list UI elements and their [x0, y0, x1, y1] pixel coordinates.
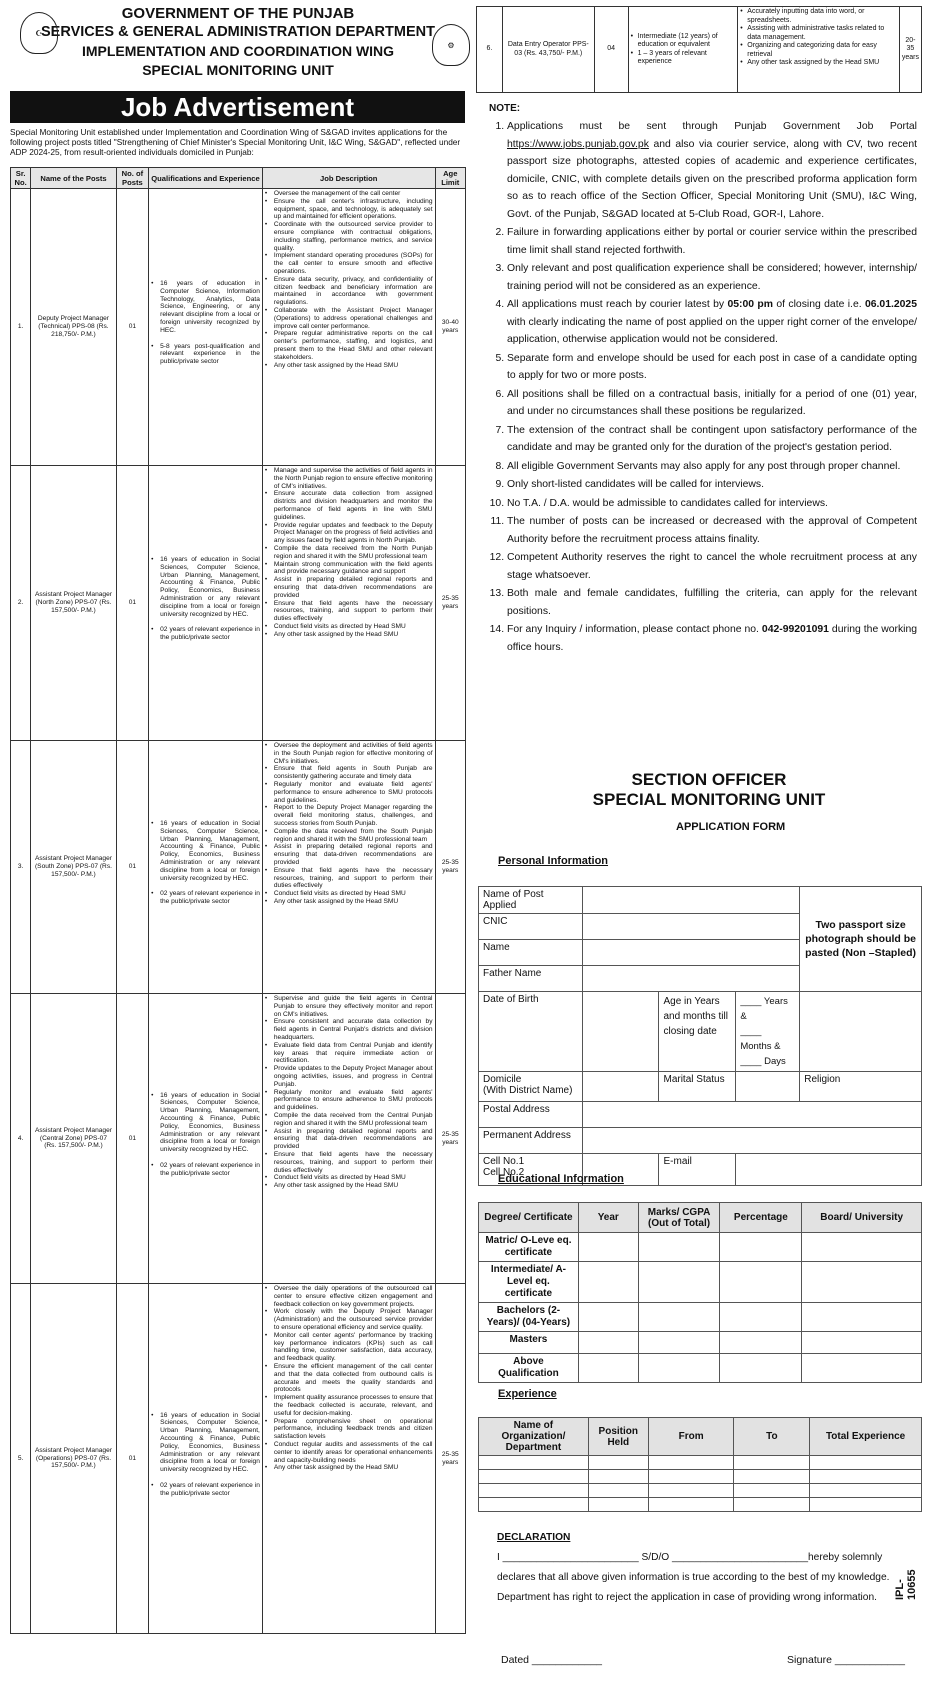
list-item: • Implement standard operating procedures (SOPs) for the call center to ensure smooth and effective operations. [272, 252, 433, 275]
edu-cell[interactable] [802, 1303, 922, 1332]
table-row [11, 189, 466, 466]
postal-address-field[interactable] [582, 1102, 921, 1128]
list-item: • 16 years of education in Social Sciences, Computer Science, Urban Planning, Management, Accounting & Finance, Public Policy, Economics, Business Administration or any relevant discipline from a local or foreign university recognized by HEC. [158, 1092, 260, 1154]
note-item: 13. Both male and female candidates, fulfilling the criteria, can apply for the relevant positions. [507, 585, 917, 620]
exp-header-organization: Name of Organization/ Department [479, 1418, 589, 1456]
photo-box: Two passport size photograph should be pasted (Non –Stapled) [800, 887, 922, 992]
list-item: • 02 years of relevant experience in the public/private sector [158, 1482, 260, 1498]
table-row [479, 1456, 922, 1470]
list-item: • Report to the Deputy Project Manager regarding the overall field monitoring status, challenges, and success stories from South Punjab. [272, 804, 433, 827]
label-age: Age in Years and months till closing date [659, 992, 736, 1072]
post-count: 01 [116, 741, 149, 994]
note-item: 6. All positions shall be filled on a contractual basis, initially for a period of one (01) year, and under no circumstances shall these positions be regularized. [507, 386, 917, 421]
list-item: • Ensure that field agents have the necessary resources, training, and support to perform their duties effectively [272, 867, 433, 890]
header-num-posts: No. of Posts [116, 168, 149, 189]
post-name: Deputy Project Manager (Technical) PPS-08 (Rs. 218,750/- P.M.) [31, 189, 116, 466]
label-marital-status: Marital Status [659, 1072, 736, 1102]
edu-degree-label: Masters [479, 1332, 579, 1354]
exp-cell[interactable] [479, 1456, 589, 1470]
list-item: • Conduct regular audits and assessments of the call center to identify areas for operational enhancements and capacity-building needs [272, 1441, 433, 1464]
post6-table [476, 6, 922, 93]
table-row [479, 1303, 922, 1332]
note-item: 5. Separate form and envelope should be used for each post in case of a candidate opting to apply for two or more posts. [507, 350, 917, 385]
label-name: Name [479, 940, 583, 966]
note-heading: NOTE: [489, 103, 521, 114]
edu-degree-label: Matric/ O-Leve eq. certificate [479, 1233, 579, 1262]
declaration-line-3: Department has right to reject the application in case of providing wrong information. [497, 1592, 877, 1603]
table-row [479, 1332, 922, 1354]
list-item: • Ensure that field agents in South Punjab are consistently gathering accurate and timely data [272, 765, 433, 781]
dob-field[interactable] [582, 992, 659, 1072]
exp-cell[interactable] [588, 1498, 648, 1512]
label-cell1: Cell No.1 [483, 1156, 525, 1167]
post-job-description [262, 741, 435, 994]
list-item: • 16 years of education in Computer Science, Information Technology, Analytics, Data Science, Engineering, or any relevant discipline from a local or foreign university recognized by HEC. [158, 280, 260, 335]
post-age-limit: 25-35 years [435, 741, 465, 994]
post-name: Assistant Project Manager (North Zone) PPS-07 (Rs. 157,500/- P.M.) [31, 466, 116, 741]
note-item [507, 296, 917, 349]
note-text: For any Inquiry / information, please contact phone no. [507, 624, 762, 635]
list-item: • Any other task assigned by the Head SMU [272, 1182, 433, 1190]
edu-cell[interactable] [802, 1262, 922, 1303]
table-row [479, 1354, 922, 1383]
table-row [11, 1284, 466, 1634]
list-item: • Ensure data security, privacy, and confidentiality of citizen feedback and beneficiary information are maintained in accordance with government regulations. [272, 276, 433, 307]
label-post-applied: Name of Post Applied [479, 887, 583, 914]
label-domicile [479, 1072, 583, 1102]
document-header [8, 4, 468, 86]
label-cell2: Cell No.2 [483, 1167, 525, 1178]
exp-cell[interactable] [479, 1470, 589, 1484]
list-item: • Implement quality assurance processes to ensure that the feedback collected is accurate, relevant, and useful for decision-making. [272, 1394, 433, 1417]
edu-cell[interactable] [720, 1262, 802, 1303]
list-item: • Regularly monitor and evaluate field agents' performance to ensure adherence to SMU protocols and guidelines. [272, 781, 433, 804]
edu-degree-label: Intermediate/ A-Level eq. certificate [479, 1262, 579, 1303]
exp-cell[interactable] [588, 1456, 648, 1470]
list-item: • Oversee the daily operations of the outsourced call center to ensure effective citizen engagement and feedback collection on key government projects. [272, 1285, 433, 1308]
post-name: Assistant Project Manager (South Zone) PPS-07 (Rs. 157,500/- P.M.) [31, 741, 116, 994]
header-line-1: GOVERNMENT OF THE PUNJAB [121, 5, 355, 22]
post-count: 01 [116, 466, 149, 741]
list-item: • Ensure that field agents have the necessary resources, training, and support to perform their duties effectively [272, 1151, 433, 1174]
age-field[interactable] [736, 992, 800, 1072]
list-item: • Organizing and categorizing data for easy retrieval [747, 42, 897, 59]
list-item: • Supervise and guide the field agents in Central Punjab to ensure they effectively monitor and report on CM's initiatives. [272, 995, 433, 1018]
declaration-section [497, 1528, 917, 1608]
posts-table-header [11, 168, 466, 189]
table-row [11, 994, 466, 1284]
edu-cell[interactable] [802, 1354, 922, 1383]
religion-cell[interactable] [800, 1072, 922, 1102]
list-item: • 1 – 3 years of relevant experience [638, 50, 736, 67]
edu-cell[interactable] [720, 1303, 802, 1332]
exp-cell[interactable] [734, 1498, 810, 1512]
declaration-line-1: I ________________________ S/D/O ________________________hereby solemnly [497, 1552, 883, 1563]
father-name-field[interactable] [582, 966, 799, 992]
exp-cell[interactable] [588, 1484, 648, 1498]
post-sr: 4. [11, 994, 31, 1284]
table-row [477, 7, 922, 93]
header-age-limit: Age Limit [435, 168, 465, 189]
post6-num: 04 [594, 7, 628, 93]
monitoring-unit-logo: ⚙ [432, 24, 470, 66]
header-line-2: SERVICES & GENERAL ADMINISTRATION DEPARTMENT [41, 24, 435, 40]
exp-cell[interactable] [810, 1470, 922, 1484]
post-age-limit: 30-40 years [435, 189, 465, 466]
note-text: and also via courier service, along with CV, two recent passport size photographs, attested copies of academic and experience certificates, domicile, CNIC, with complete details given on the prescribed proforma application form so as to reach office of the Section Officer, Special Monitoring Unit (SMU), I&C Wing, Govt. of the Punjab, S&GAD located at 5-Club Road, GOR-I, Lahore. [507, 138, 917, 220]
post-job-description [262, 994, 435, 1284]
post-qualifications [149, 189, 263, 466]
label-permanent-address: Permanent Address [479, 1128, 583, 1154]
note-item: 7. The extension of the contract shall be contingent upon satisfactory performance of the candidate and may be granted only for the duration of the project's gestation period. [507, 422, 917, 457]
list-item: • Ensure the efficient management of the call center and that the data collected from outbound calls is accurate and meets the quality standards and protocols [272, 1363, 433, 1394]
post-age-limit: 25-35 years [435, 994, 465, 1284]
closing-time: 05:00 pm [727, 299, 774, 310]
years-blank: ____ Years & [740, 996, 788, 1022]
domicile-sublabel: (With District Name) [483, 1085, 573, 1096]
post6-age: 20-35 years [899, 7, 921, 93]
list-item: • 16 years of education in Social Sciences, Computer Science, Urban Planning, Management, Accounting & Finance, Public Policy, Economics, Business Administration or any relevant discipline from a local or foreign university recognized by HEC. [158, 1412, 260, 1474]
edu-cell[interactable] [578, 1262, 638, 1303]
list-item: • Evaluate field data from Central Punjab and identify key areas that require immediate action or rectification. [272, 1042, 433, 1065]
note-text: with clearly indicating the name of post applied on the upper right corner of the envelope/ application, otherwise application would not be considered. [507, 316, 917, 345]
list-item: • 5-8 years post-qualification and relevant experience in the public/private sector [158, 343, 260, 366]
edu-cell[interactable] [802, 1332, 922, 1354]
edu-cell[interactable] [638, 1354, 720, 1383]
list-item: • Assist in preparing detailed regional reports and ensuring that data-driven recommendations are provided [272, 843, 433, 866]
edu-header-year: Year [578, 1203, 638, 1233]
list-item: • Prepare comprehensive sheet on operational performance, including feedback trends and citizen satisfaction levels [272, 1418, 433, 1441]
header-post-name: Name of the Posts [31, 168, 116, 189]
edu-cell[interactable] [578, 1233, 638, 1262]
application-form-title: APPLICATION FORM [676, 821, 786, 833]
list-item: • Monitor call center agents' performance by tracking key performance indicators (KPIs) such as call handling time, customer satisfaction, data accuracy, and feedback quality. [272, 1332, 433, 1363]
post-name: Assistant Project Manager (Operations) PPS-07 (Rs. 157,500/- P.M.) [31, 1284, 116, 1634]
punjab-government-logo: ☪ [20, 12, 58, 54]
edu-cell[interactable] [720, 1332, 802, 1354]
photo-space [800, 992, 922, 1072]
days-blank: ____ Days [740, 1056, 786, 1067]
experience-heading: Experience [498, 1388, 557, 1400]
permanent-address-field[interactable] [582, 1128, 921, 1154]
note-item: 8. All eligible Government Servants may also apply for any post through proper channel. [507, 458, 917, 476]
list-item: • 16 years of education in Social Sciences, Computer Science, Urban Planning, Management, Accounting & Finance, Public Policy, Economics, Business Administration or any relevant discipline from a local or foreign university recognized by HEC. [158, 820, 260, 882]
dated-field[interactable]: Dated ____________ [501, 1654, 603, 1666]
note-item: 10. No T.A. / D.A. would be admissible to candidates called for interviews. [507, 495, 917, 513]
list-item: • Intermediate (12 years) of education or equivalent [638, 33, 736, 50]
list-item: • Any other task assigned by the Head SMU [272, 1464, 433, 1472]
job-advertisement-banner: Job Advertisement [10, 91, 465, 123]
ipl-number: IPL-10655 [894, 1569, 918, 1600]
note-item: 9. Only short-listed candidates will be called for interviews. [507, 476, 917, 494]
list-item: • Any other task assigned by the Head SMU [272, 898, 433, 906]
list-item: • Compile the data received from the South Punjab region and shared it with the SMU professional team [272, 828, 433, 844]
list-item: • Ensure accurate data collection from assigned districts and division headquarters and monitor the performance of field agents in line with SMU guidelines. [272, 490, 433, 521]
post6-jobs [738, 7, 900, 93]
list-item: • Accurately inputting data into word, or spreadsheets. [747, 8, 897, 25]
list-item: • Regularly monitor and evaluate field agents' performance to ensure adherence to SMU protocols and guidelines. [272, 1089, 433, 1112]
list-item: • Compile the data received from the Central Punjab region and shared it with the SMU professional team [272, 1112, 433, 1128]
list-item: • 02 years of relevant experience in the public/private sector [158, 890, 260, 906]
list-item: • Provide updates to the Deputy Project Manager about ongoing activities, issues, and progress in Central Punjab. [272, 1065, 433, 1088]
email-field[interactable] [736, 1154, 922, 1186]
edu-degree-label: Bachelors (2-Years)/ (04-Years) [479, 1303, 579, 1332]
label-father-name: Father Name [479, 966, 583, 992]
job-portal-link[interactable]: https://www.jobs.punjab.gov.pk [507, 138, 649, 150]
list-item: • Maintain strong communication with the field agents and provide necessary guidance and support [272, 561, 433, 577]
edu-cell[interactable] [578, 1354, 638, 1383]
list-item: • Prepare regular administrative reports on the call center's performance, staffing, and logistics, and present them to the Head SMU and other relevant stakeholders. [272, 330, 433, 361]
edu-cell[interactable] [720, 1354, 802, 1383]
education-table [478, 1202, 922, 1383]
list-item: • Ensure that field agents have the necessary resources, training, and support to perform their duties effectively [272, 600, 433, 623]
domicile-label: Domicile [483, 1074, 522, 1085]
post6-name: Data Entry Operator PPS-03 (Rs. 43,750/- P.M.) [502, 7, 594, 93]
edu-cell[interactable] [802, 1233, 922, 1262]
notes-list [489, 118, 917, 657]
list-item: • Assisting with administrative tasks related to data management. [747, 25, 897, 42]
declaration-heading: DECLARATION [497, 1532, 571, 1543]
educational-information-heading: Educational Information [498, 1173, 624, 1185]
signature-field[interactable]: Signature ____________ [787, 1654, 905, 1666]
table-row [479, 1484, 922, 1498]
posts-table [10, 167, 466, 1634]
list-item: • Assist in preparing detailed regional reports and ensuring that data-driven recommendations are provided [272, 1128, 433, 1151]
note-item [507, 621, 917, 656]
exp-cell[interactable] [734, 1456, 810, 1470]
list-item: • Collaborate with the Assistant Project Manager (Operations) to address operational challenges and improve call center performance. [272, 307, 433, 330]
note-item: 3. Only relevant and post qualification experience shall be considered; however, internship/ training period will not be considered as an experience. [507, 260, 917, 295]
list-item: • Manage and supervise the activities of field agents in the North Punjab region to ensure effective monitoring of CM's initiatives. [272, 467, 433, 490]
table-row [479, 1233, 922, 1262]
exp-cell[interactable] [734, 1470, 810, 1484]
note-item: 11. The number of posts can be increased or decreased with the approval of Competent Authority before the recruitment process attains finality. [507, 513, 917, 548]
list-item: • Conduct field visits as directed by Head SMU [272, 623, 433, 631]
edu-header-board: Board/ University [802, 1203, 922, 1233]
exp-header-from: From [648, 1418, 734, 1456]
declaration-line-2: declares that all above given information is true according to the best of my knowledge. [497, 1572, 890, 1583]
table-row [479, 1498, 922, 1512]
label-religion: Religion [804, 1074, 841, 1085]
exp-cell[interactable] [648, 1470, 734, 1484]
table-row [11, 466, 466, 741]
post-sr: 5. [11, 1284, 31, 1634]
exp-cell[interactable] [479, 1498, 589, 1512]
exp-cell[interactable] [810, 1498, 922, 1512]
label-postal-address: Postal Address [479, 1102, 583, 1128]
post-job-description [262, 466, 435, 741]
post-job-description [262, 1284, 435, 1634]
exp-cell[interactable] [648, 1498, 734, 1512]
list-item: • Work closely with the Deputy Project Manager (Administration) and the outsourced service provider to ensure operational efficiency and service quality. [272, 1308, 433, 1331]
section-officer-title: SECTION OFFICER [631, 770, 787, 789]
intro-paragraph: Special Monitoring Unit established under Implementation and Coordination Wing of S&GAD invites applications for the following project posts titled "Strengthening of Chief Minister's Special Monitoring Unit, I&C Wing, S&GAD", reflected under ADP 2024-25, from result-oriented individuals domiciled in Punjab: [10, 127, 461, 157]
post6-sr: 6. [477, 7, 503, 93]
note-item: 12. Competent Authority reserves the right to cancel the whole recruitment process at any stage whatsoever. [507, 549, 917, 584]
months-blank: ____ Months & [740, 1026, 781, 1052]
list-item: • 16 years of education in Social Sciences, Computer Science, Urban Planning, Management, Accounting & Finance, Public Policy, Economics, Business Administration or any relevant discipline from a local or foreign university recognized by HEC. [158, 556, 260, 618]
exp-cell[interactable] [479, 1484, 589, 1498]
table-row [11, 741, 466, 994]
edu-cell[interactable] [638, 1332, 720, 1354]
note-text: All applications must reach by courier latest by [507, 299, 728, 310]
post-age-limit: 25-35 years [435, 1284, 465, 1634]
table-row [479, 1262, 922, 1303]
list-item: • Compile the data received from the North Punjab region and shared it with the SMU professional team [272, 545, 433, 561]
list-item: • Provide regular updates and feedback to the Deputy Project Manager on the progress of field activities and any issues faced by field agents in North Punjab. [272, 522, 433, 545]
list-item: • Any other task assigned by the Head SMU [747, 59, 897, 68]
list-item: • Coordinate with the outsourced service provider to ensure compliance with contractual obligations, including staffing, performance metrics, and service quality. [272, 221, 433, 252]
exp-cell[interactable] [734, 1484, 810, 1498]
edu-cell[interactable] [638, 1233, 720, 1262]
header-sr: Sr. No. [11, 168, 31, 189]
list-item: • Conduct field visits as directed by Head SMU [272, 890, 433, 898]
edu-header-degree: Degree/ Certificate [479, 1203, 579, 1233]
post-sr: 1. [11, 189, 31, 466]
note-text: during the working office hours. [507, 624, 918, 653]
post-count: 01 [116, 1284, 149, 1634]
post-qualifications [149, 1284, 263, 1634]
personal-information-heading: Personal Information [498, 855, 609, 867]
domicile-field[interactable] [582, 1072, 659, 1102]
list-item: • Oversee the deployment and activities of field agents in the South Punjab region for effective monitoring of CM's initiatives. [272, 742, 433, 765]
personal-info-form [478, 886, 922, 1186]
post-applied-field[interactable] [582, 887, 799, 914]
marital-status-field[interactable] [736, 1072, 800, 1102]
exp-header-total: Total Experience [810, 1418, 922, 1456]
list-item: • 02 years of relevant experience in the public/private sector [158, 1162, 260, 1178]
edu-cell[interactable] [720, 1233, 802, 1262]
post-age-limit: 25-35 years [435, 466, 465, 741]
header-qualifications: Qualifications and Experience [149, 168, 263, 189]
exp-cell[interactable] [648, 1456, 734, 1470]
header-line-4: SPECIAL MONITORING UNIT [142, 62, 334, 78]
note-text: of closing date i.e. [773, 299, 865, 310]
edu-cell[interactable] [638, 1303, 720, 1332]
closing-date: 06.01.2025 [864, 299, 917, 310]
list-item: • Any other task assigned by the Head SMU [272, 631, 433, 639]
cnic-field[interactable] [582, 914, 799, 940]
label-cnic: CNIC [479, 914, 583, 940]
header-line-3: IMPLEMENTATION AND COORDINATION WING [81, 43, 395, 59]
post-count: 01 [116, 994, 149, 1284]
contact-phone: 042-99201091 [761, 624, 829, 635]
exp-header-position: Position Held [588, 1418, 648, 1456]
edu-degree-label: Above Qualification [479, 1354, 579, 1383]
exp-cell[interactable] [810, 1456, 922, 1470]
header-job-description: Job Description [262, 168, 435, 189]
table-row [479, 1470, 922, 1484]
edu-header-percentage: Percentage [720, 1203, 802, 1233]
edu-header-marks: Marks/ CGPA (Out of Total) [638, 1203, 720, 1233]
list-item: • Ensure consistent and accurate data collection by field agents in Central Punjab's districts and division headquarters. [272, 1018, 433, 1041]
post-sr: 3. [11, 741, 31, 994]
edu-cell[interactable] [578, 1332, 638, 1354]
edu-cell[interactable] [578, 1303, 638, 1332]
list-item: • Any other task assigned by the Head SMU [272, 362, 433, 370]
list-item: • Conduct field visits as directed by Head SMU [272, 1174, 433, 1182]
list-item: • Oversee the management of the call center [272, 190, 433, 198]
exp-cell[interactable] [810, 1484, 922, 1498]
list-item: • Assist in preparing detailed regional reports and ensuring that data-driven recommendations are provided [272, 576, 433, 599]
post-qualifications [149, 466, 263, 741]
exp-cell[interactable] [588, 1470, 648, 1484]
label-dob: Date of Birth [479, 992, 583, 1072]
list-item: • Ensure the call center's infrastructure, including equipment, space, and technology, is adequately set up and maintained for efficient operations. [272, 198, 433, 221]
post-job-description [262, 189, 435, 466]
list-item: • 02 years of relevant experience in the public/private sector [158, 626, 260, 642]
label-email: E-mail [659, 1154, 736, 1186]
post-name: Assistant Project Manager (Central Zone) PPS-07 (Rs. 157,500/- P.M.) [31, 994, 116, 1284]
post6-qualifications [628, 7, 738, 93]
note-item [507, 118, 917, 223]
post-qualifications [149, 741, 263, 994]
special-monitoring-unit-title: SPECIAL MONITORING UNIT [592, 790, 826, 809]
note-item: 2. Failure in forwarding applications either by portal or courier service within the prescribed time limit shall stand rejected forthwith. [507, 224, 917, 259]
experience-table [478, 1417, 922, 1512]
note-text: Applications must be sent through Punjab Government Job Portal [507, 121, 917, 132]
name-field[interactable] [582, 940, 799, 966]
post-qualifications [149, 994, 263, 1284]
edu-cell[interactable] [638, 1262, 720, 1303]
post-count: 01 [116, 189, 149, 466]
exp-cell[interactable] [648, 1484, 734, 1498]
post-sr: 2. [11, 466, 31, 741]
exp-header-to: To [734, 1418, 810, 1456]
